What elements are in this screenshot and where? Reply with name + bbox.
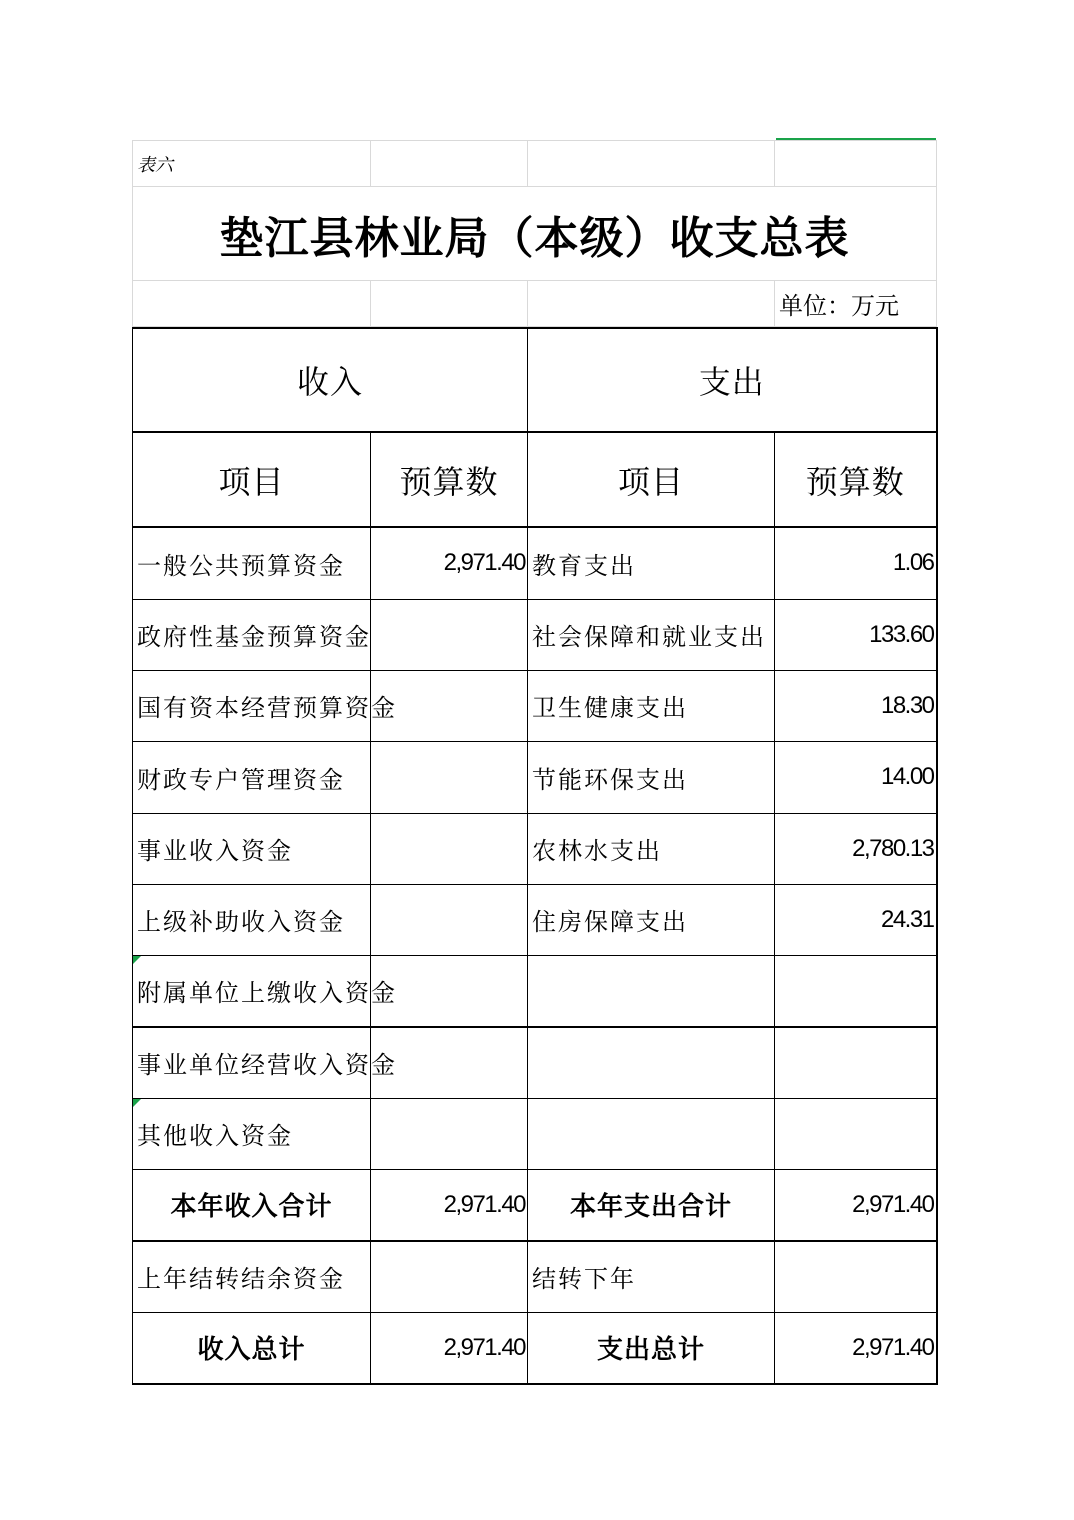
table-row	[133, 670, 937, 741]
table-row	[133, 527, 937, 599]
income-value	[371, 884, 528, 955]
expense-item-header: 项目	[528, 432, 775, 527]
grand-income-total-label: 收入总计	[133, 1312, 371, 1384]
expense-budget-header: 预算数	[775, 432, 937, 527]
expense-value	[775, 1098, 937, 1169]
grand-total-row	[133, 1312, 937, 1384]
income-item: 政府性基金预算资金	[133, 599, 371, 670]
income-item: 财政专户管理资金	[133, 741, 371, 813]
income-value	[371, 813, 528, 884]
unit-label: 单位：万元	[775, 281, 937, 327]
income-item: 国有资本经营预算资金	[133, 670, 371, 741]
grand-income-total-value: 2,971.40	[371, 1312, 528, 1384]
grand-expense-total-label: 支出总计	[528, 1312, 775, 1384]
year-expense-total-value: 2,971.40	[775, 1169, 937, 1241]
table-row	[133, 1027, 937, 1098]
spreadsheet	[132, 140, 936, 1385]
carry-row	[133, 1241, 937, 1312]
expense-item: 卫生健康支出	[528, 670, 775, 741]
expense-item	[528, 1027, 775, 1098]
year-total-row	[133, 1169, 937, 1241]
carry-income-label: 上年结转结余资金	[133, 1241, 371, 1312]
expense-item: 农林水支出	[528, 813, 775, 884]
income-item: 事业收入资金	[133, 813, 371, 884]
expense-item: 节能环保支出	[528, 741, 775, 813]
expense-item	[528, 1098, 775, 1169]
income-item: 上级补助收入资金	[133, 884, 371, 955]
year-income-total-value: 2,971.40	[371, 1169, 528, 1241]
expense-value	[775, 955, 937, 1027]
year-expense-total-label: 本年支出合计	[528, 1169, 775, 1241]
expense-value: 18.30	[775, 670, 937, 741]
header-grid	[132, 140, 937, 327]
income-value	[371, 599, 528, 670]
table-row	[133, 813, 937, 884]
expense-value: 14.00	[775, 741, 937, 813]
table-number: 表六	[133, 141, 371, 187]
income-item: 附属单位上缴收入资金	[133, 955, 371, 1027]
income-item-header: 项目	[133, 432, 371, 527]
income-item: 一般公共预算资金	[133, 527, 371, 599]
year-income-total-label: 本年收入合计	[133, 1169, 371, 1241]
income-value	[371, 741, 528, 813]
expense-item: 住房保障支出	[528, 884, 775, 955]
income-section-header: 收入	[133, 328, 528, 432]
expense-item: 教育支出	[528, 527, 775, 599]
table-row	[133, 599, 937, 670]
expense-item: 社会保障和就业支出	[528, 599, 775, 670]
income-value: 2,971.40	[371, 527, 528, 599]
table-row	[133, 884, 937, 955]
page-title: 垫江县林业局（本级）收支总表	[133, 187, 937, 281]
table-row	[133, 741, 937, 813]
income-item: 其他收入资金	[133, 1098, 371, 1169]
expense-value: 1.06	[775, 527, 937, 599]
carry-expense-value	[775, 1241, 937, 1312]
expense-value: 24.31	[775, 884, 937, 955]
carry-expense-label: 结转下年	[528, 1241, 775, 1312]
expense-value	[775, 1027, 937, 1098]
budget-table	[132, 327, 938, 1385]
table-row	[133, 955, 937, 1027]
income-value	[371, 1098, 528, 1169]
expense-item	[528, 955, 775, 1027]
income-budget-header: 预算数	[371, 432, 528, 527]
expense-value: 2,780.13	[775, 813, 937, 884]
carry-income-value	[371, 1241, 528, 1312]
grand-expense-total-value: 2,971.40	[775, 1312, 937, 1384]
expense-value: 133.60	[775, 599, 937, 670]
expense-section-header: 支出	[528, 328, 937, 432]
income-item: 事业单位经营收入资金	[133, 1027, 371, 1098]
table-row	[133, 1098, 937, 1169]
